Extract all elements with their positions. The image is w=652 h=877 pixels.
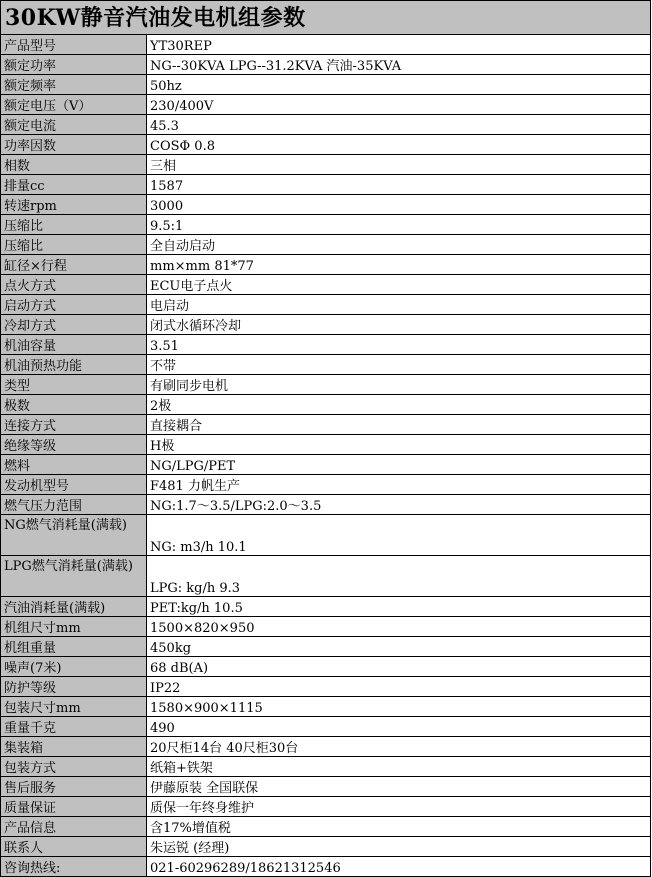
spec-value: 450kg [147, 637, 651, 657]
spec-value: 20尺柜14台 40尺柜30台 [147, 737, 651, 757]
spec-label: 产品型号 [1, 35, 147, 55]
spec-label: 启动方式 [1, 295, 147, 315]
spec-label: LPG燃气消耗量(满载) [1, 556, 147, 597]
spec-label: 汽油消耗量(满载) [1, 597, 147, 617]
spec-row [1, 335, 651, 355]
spec-label: 重量千克 [1, 717, 147, 737]
spec-value: 9.5:1 [147, 215, 651, 235]
spec-value: 3.51 [147, 335, 651, 355]
spec-label: 转速rpm [1, 195, 147, 215]
spec-value: 纸箱+铁架 [147, 757, 651, 777]
spec-value: NG--30KVA LPG--31.2KVA 汽油-35KVA [147, 55, 651, 75]
spec-value: mm×mm 81*77 [147, 255, 651, 275]
spec-label: 类型 [1, 375, 147, 395]
spec-value: 021-60296289/18621312546 [147, 857, 651, 877]
spec-value: NG:1.7～3.5/LPG:2.0～3.5 [147, 495, 651, 515]
spec-label: 额定频率 [1, 75, 147, 95]
spec-row [1, 717, 651, 737]
spec-value: H极 [147, 435, 651, 455]
spec-value: 50hz [147, 75, 651, 95]
spec-label: 防护等级 [1, 677, 147, 697]
spec-label: 燃气压力范围 [1, 495, 147, 515]
spec-row [1, 617, 651, 637]
spec-row [1, 435, 651, 455]
spec-label: 售后服务 [1, 777, 147, 797]
spec-value: 朱运锐 (经理) [147, 837, 651, 857]
spec-row [1, 195, 651, 215]
spec-row [1, 757, 651, 777]
spec-label: 压缩比 [1, 215, 147, 235]
spec-value: 三相 [147, 155, 651, 175]
spec-label: 机组尺寸mm [1, 617, 147, 637]
spec-value: PET:kg/h 10.5 [147, 597, 651, 617]
spec-label: 发动机型号 [1, 475, 147, 495]
title-row [1, 1, 651, 35]
spec-row [1, 597, 651, 617]
spec-row [1, 737, 651, 757]
spec-value: 有刷同步电机 [147, 375, 651, 395]
spec-value: ECU电子点火 [147, 275, 651, 295]
spec-label: 额定电流 [1, 115, 147, 135]
spec-row [1, 837, 651, 857]
spec-value: 45.3 [147, 115, 651, 135]
spec-row [1, 415, 651, 435]
spec-label: 冷却方式 [1, 315, 147, 335]
spec-row [1, 475, 651, 495]
spec-row [1, 135, 651, 155]
spec-row [1, 355, 651, 375]
spec-label: 缸径×行程 [1, 255, 147, 275]
spec-row [1, 215, 651, 235]
spec-value: 1580×900×1115 [147, 697, 651, 717]
spec-value: 3000 [147, 195, 651, 215]
spec-label: 相数 [1, 155, 147, 175]
spec-label: 包装尺寸mm [1, 697, 147, 717]
spec-value: 490 [147, 717, 651, 737]
spec-row [1, 375, 651, 395]
spec-value: 全自动启动 [147, 235, 651, 255]
spec-value: YT30REP [147, 35, 651, 55]
spec-value: 闭式水循环冷却 [147, 315, 651, 335]
spec-value: NG/LPG/PET [147, 455, 651, 475]
spec-row [1, 95, 651, 115]
spec-row [1, 75, 651, 95]
spec-row [1, 235, 651, 255]
spec-label: 联系人 [1, 837, 147, 857]
page-title: 30KW静音汽油发电机组参数 [1, 1, 651, 35]
spec-label: 燃料 [1, 455, 147, 475]
spec-row [1, 817, 651, 837]
spec-value: 伊藤原装 全国联保 [147, 777, 651, 797]
spec-label: 机油预热功能 [1, 355, 147, 375]
spec-row [1, 395, 651, 415]
spec-row [1, 495, 651, 515]
spec-row [1, 55, 651, 75]
spec-value: IP22 [147, 677, 651, 697]
spec-label: 绝缘等级 [1, 435, 147, 455]
spec-value: 质保一年终身维护 [147, 797, 651, 817]
spec-row [1, 677, 651, 697]
spec-label: 额定功率 [1, 55, 147, 75]
spec-row [1, 455, 651, 475]
spec-value: 电启动 [147, 295, 651, 315]
spec-label: 机油容量 [1, 335, 147, 355]
spec-row [1, 115, 651, 135]
spec-row [1, 295, 651, 315]
spec-value: 2极 [147, 395, 651, 415]
spec-value: 不带 [147, 355, 651, 375]
spec-value: NG: m3/h 10.1 [147, 515, 651, 556]
spec-table-body [1, 1, 651, 877]
spec-label: 机组重量 [1, 637, 147, 657]
spec-label: 功率因数 [1, 135, 147, 155]
spec-label: 极数 [1, 395, 147, 415]
spec-label: 连接方式 [1, 415, 147, 435]
spec-row [1, 315, 651, 335]
spec-row [1, 155, 651, 175]
spec-row [1, 556, 651, 597]
spec-label: 咨询热线: [1, 857, 147, 877]
spec-value: LPG: kg/h 9.3 [147, 556, 651, 597]
spec-label: 产品信息 [1, 817, 147, 837]
spec-value: 1587 [147, 175, 651, 195]
spec-row [1, 35, 651, 55]
spec-label: 集装箱 [1, 737, 147, 757]
spec-value: 直接耦合 [147, 415, 651, 435]
spec-row [1, 797, 651, 817]
spec-value: 1500×820×950 [147, 617, 651, 637]
spec-label: 包装方式 [1, 757, 147, 777]
spec-row [1, 255, 651, 275]
spec-label: 排量cc [1, 175, 147, 195]
spec-row [1, 275, 651, 295]
spec-label: 额定电压（V） [1, 95, 147, 115]
spec-label: 压缩比 [1, 235, 147, 255]
spec-label: 质量保证 [1, 797, 147, 817]
spec-row [1, 657, 651, 677]
spec-row [1, 697, 651, 717]
spec-label: 噪声(7米) [1, 657, 147, 677]
spec-value: COSΦ 0.8 [147, 135, 651, 155]
spec-label: NG燃气消耗量(满载) [1, 515, 147, 556]
spec-row [1, 515, 651, 556]
spec-row [1, 637, 651, 657]
spec-value: F481 力帆生产 [147, 475, 651, 495]
spec-value: 230/400V [147, 95, 651, 115]
spec-label: 点火方式 [1, 275, 147, 295]
spec-value: 68 dB(A) [147, 657, 651, 677]
spec-value: 含17%增值税 [147, 817, 651, 837]
spec-row [1, 777, 651, 797]
spec-row [1, 175, 651, 195]
